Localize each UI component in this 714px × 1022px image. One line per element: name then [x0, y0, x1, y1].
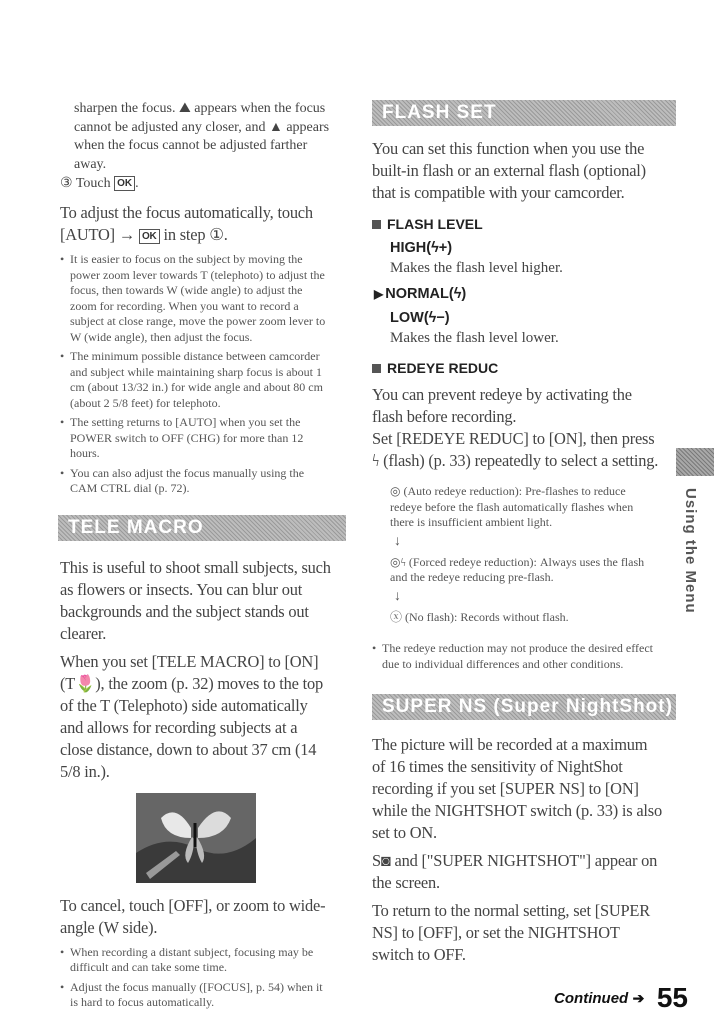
- note-item: • You can also adjust the focus manually using the CAM CTRL dial (p. 72).: [60, 466, 332, 497]
- option-high: HIGH(ϟ+): [390, 240, 453, 256]
- option-high-desc: Makes the flash level higher.: [390, 260, 563, 276]
- continued-label: Continued: [554, 990, 629, 1007]
- auto-text-1: To adjust the focus automatically, touch [AUTO]: [60, 203, 313, 244]
- continued-arrow-icon: ➔: [632, 990, 645, 1006]
- butterfly-photo: [136, 793, 256, 883]
- flash-level-heading: [372, 216, 664, 232]
- page-number: 55: [656, 982, 688, 1013]
- note-item: • When recording a distant subject, focusing may be difficult and can take some time.: [60, 945, 332, 976]
- tele-notes: [60, 945, 332, 1011]
- super-paragraph-2: S◙ and ["SUPER NIGHTSHOT"] appear on the screen.: [372, 851, 658, 892]
- redeye-notes: [372, 641, 664, 672]
- redeye-auto: ◎ (Auto redeye reduction): Pre-flashes to reduce redeye before the flash automatically flashes when there is insufficient ambient light.: [390, 484, 634, 529]
- option-low-desc: Makes the flash level lower.: [390, 330, 559, 346]
- note-item: • The redeye reduction may not produce the desired effect due to individual differences and other conditions.: [372, 641, 664, 672]
- right-column: [372, 100, 673, 972]
- option-normal: [374, 286, 664, 302]
- step-number: ③: [60, 176, 73, 191]
- tele-paragraph-1: This is useful to shoot small subjects, such as flowers or insects. You can blur out backgrounds and the subject stands out clearer.: [60, 557, 331, 643]
- redeye-paragraph-1: You can prevent redeye by activating the flash before recording.: [372, 385, 632, 426]
- note-item: • The setting returns to [AUTO] when you set the POWER switch to OFF (CHG) for more than 12 hours.: [60, 415, 332, 462]
- auto-focus-paragraph: [60, 202, 332, 246]
- down-arrow-icon: ↓: [394, 588, 401, 604]
- super-paragraph-1: The picture will be recorded at a maximum of 16 times the sensitivity of NightShot recording if you set [SUPER NS] to [ON] while the NIGHTSHOT switch (p. 33) is also set to ON.: [372, 735, 662, 842]
- focus-notes: [60, 252, 332, 497]
- redeye-no-flash: ⓧ (No flash): Records without flash.: [390, 609, 569, 624]
- redeye-paragraph-2: Set [REDEYE REDUC] to [ON], then press ϟ (flash) (p. 33) repeatedly to select a setting.: [372, 429, 659, 470]
- flash-level-label: FLASH LEVEL: [387, 216, 483, 232]
- left-column: [60, 100, 332, 1015]
- ok-button-icon: OK: [114, 176, 135, 191]
- note-item: • It is easier to focus on the subject by moving the power zoom lever towards T (telephoto) to adjust the focus, then towards W (wide angle) to adjust the zoom for recording. When you want to record a subject at close range, move the power zoom lever to W (wide angle), then adjust the focus.: [60, 252, 332, 345]
- super-paragraph-3: To return to the normal setting, set [SUPER NS] to [OFF], or set the NIGHTSHOT switch to OFF.: [372, 901, 650, 964]
- redeye-forced: ◎ϟ (Forced redeye reduction): Always uses the flash and the redeye reducing pre-flash.: [390, 554, 645, 584]
- step-3: ③ Touch OK .: [60, 176, 139, 191]
- step-text: Touch: [75, 176, 111, 191]
- side-tab-block: [676, 448, 714, 476]
- auto-text-2: in step: [163, 225, 206, 244]
- square-bullet-icon: [372, 220, 381, 229]
- page-footer: [554, 982, 688, 1014]
- redeye-options: [390, 484, 658, 625]
- flash-set-banner: FLASH SET: [372, 100, 676, 126]
- ok-button-icon-2: OK: [139, 229, 160, 244]
- option-normal-label: NORMAL(ϟ): [385, 286, 467, 302]
- selected-triangle-icon: ▶: [374, 287, 384, 301]
- flash-intro: You can set this function when you use the built-in flash or an external flash (optional) that is compatible with your camcorder.: [372, 139, 646, 202]
- arrow-icon: →: [118, 225, 136, 244]
- down-arrow-icon: ↓: [394, 533, 401, 549]
- redeye-heading: [372, 360, 664, 376]
- side-tab: [676, 448, 714, 668]
- tele-macro-banner: TELE MACRO: [58, 515, 346, 541]
- tele-paragraph-2: When you set [TELE MACRO] to [ON] (T🌷), the zoom (p. 32) moves to the top of the T (Telephoto) side automatically and allows for recording subjects at a close distance, down to about 37 cm (14 5/8 in.).: [60, 651, 323, 781]
- option-low: LOW(ϟ−): [390, 310, 450, 326]
- cancel-paragraph: To cancel, touch [OFF], or zoom to wide-angle (W side).: [60, 895, 326, 937]
- super-ns-banner: SUPER NS (Super NightShot): [372, 694, 676, 720]
- side-tab-label: Using the Menu: [682, 488, 699, 614]
- auto-step-ref: ①.: [209, 225, 228, 244]
- redeye-label: REDEYE REDUC: [387, 360, 499, 376]
- square-bullet-icon: [372, 364, 381, 373]
- note-item: • The minimum possible distance between camcorder and subject while maintaining sharp focus is about 1 cm (about 13/32 in.) for wide angle and about 80 cm (about 2 5/8 feet) for telephoto.: [60, 349, 332, 411]
- intro-paragraph: sharpen the focus. ⛰ appears when the focus cannot be adjusted any closer, and ▲ appears when the focus cannot be adjusted farther away.: [74, 101, 330, 172]
- note-item: • Adjust the focus manually ([FOCUS], p. 54) when it is hard to focus automatically.: [60, 980, 332, 1011]
